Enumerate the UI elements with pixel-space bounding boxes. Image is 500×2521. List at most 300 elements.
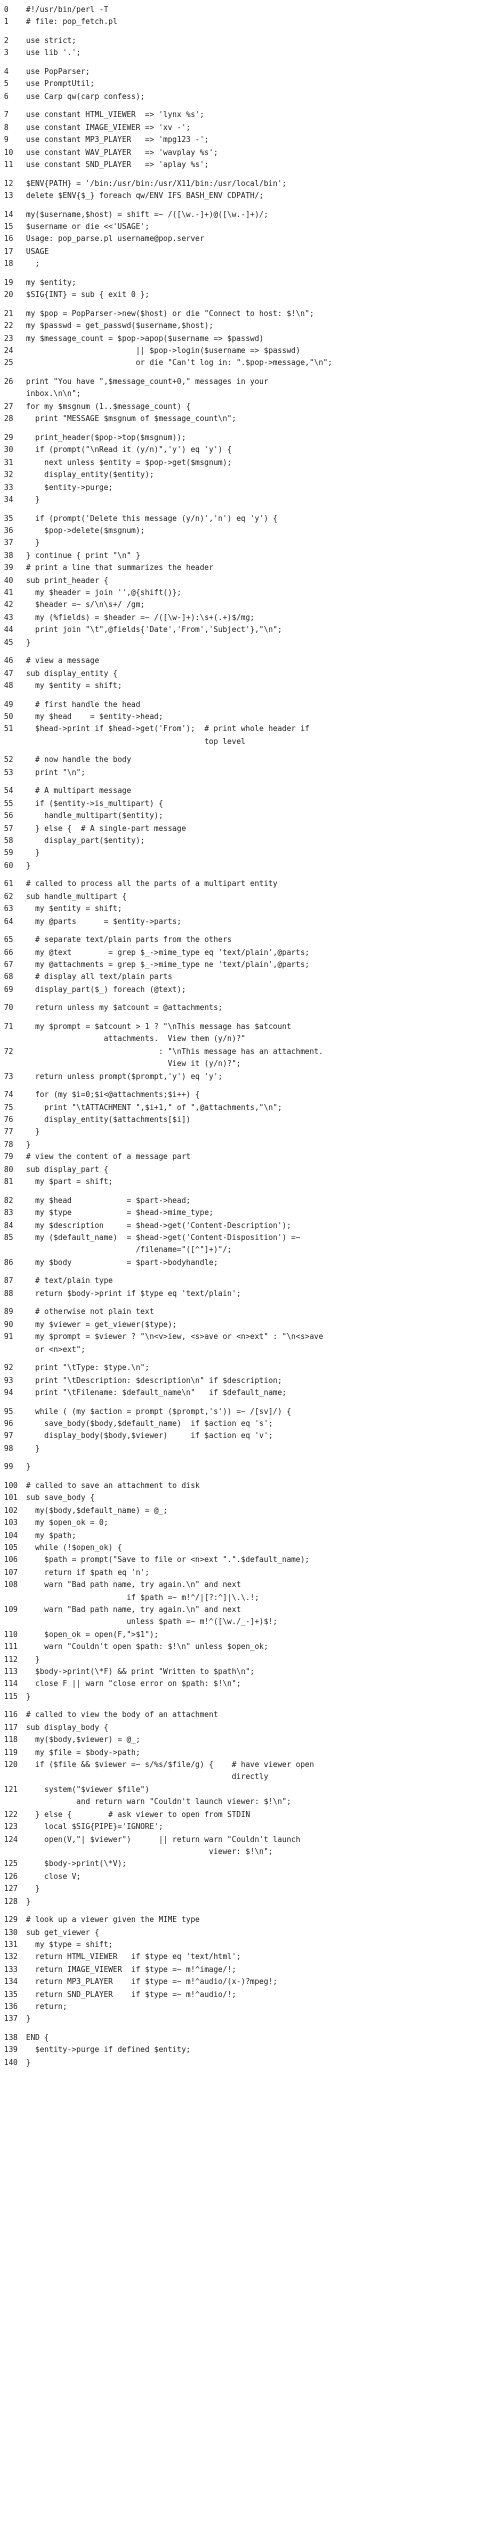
line-number: 62 <box>4 891 14 901</box>
line-text: use lib '.'; <box>26 48 81 58</box>
code-line <box>4 699 496 711</box>
code-line <box>4 1759 496 1784</box>
code-line <box>4 1709 496 1721</box>
line-text: my $file = $body->path; <box>26 1747 141 1757</box>
code-line <box>4 1530 496 1542</box>
code-line <box>4 1554 496 1566</box>
line-number: 56 <box>4 811 14 821</box>
line-text: my $prompt = $viewer ? "\n<v>iew, <s>ave or <n>ext" : "\n<s>ave or <n>ext"; <box>35 1332 324 1354</box>
code-line <box>4 525 496 537</box>
line-number: 72 <box>4 1046 14 1056</box>
code-line <box>4 1542 496 1554</box>
code-line <box>4 1666 496 1678</box>
code-line <box>4 1319 496 1331</box>
line-number: 133 <box>4 1964 18 1974</box>
line-number: 110 <box>4 1629 18 1639</box>
line-number: 58 <box>4 836 14 845</box>
line-text: Usage: pop_parse.pl username@pop.server <box>26 234 205 244</box>
code-line <box>4 959 496 971</box>
line-text: display_body($body,$viewer) if $action eq 'v'; <box>26 1431 273 1441</box>
line-text: } <box>26 1884 40 1894</box>
line-number: 127 <box>4 1884 18 1894</box>
code-line <box>4 2044 496 2056</box>
line-text: print "You have ",$message_count+0," messages in your inbox.\n\n"; <box>26 377 269 399</box>
line-number: 123 <box>4 1822 18 1832</box>
code-line <box>4 1164 496 1176</box>
line-text: my $entity = shift; <box>26 680 123 690</box>
code-line <box>4 655 496 667</box>
line-text: my $passwd = get_passwd($username,$host); <box>26 321 214 331</box>
code-listing <box>4 4 496 2069</box>
code-line <box>4 947 496 959</box>
line-number: 118 <box>4 1735 18 1745</box>
line-number: 30 <box>4 445 14 455</box>
line-text: return MP3_PLAYER if $type =~ m!^audio/(x-)?mpeg!; <box>26 1977 278 1987</box>
line-text: warn "Bad path name, try again.\n" and next if $path =~ m!^/|[?:^]|\.\.!; <box>44 1580 260 1602</box>
line-number: 134 <box>4 1977 18 1987</box>
line-number: 125 <box>4 1859 18 1869</box>
line-number: 22 <box>4 321 14 331</box>
line-number: 112 <box>4 1654 18 1664</box>
line-text: my($body,$default_name) = @_; <box>26 1505 168 1515</box>
line-text: # look up a viewer given the MIME type <box>26 1915 200 1925</box>
line-number: 6 <box>4 91 9 101</box>
line-text: return unless my $atcount = @attachments; <box>26 1003 223 1013</box>
line-number: 33 <box>4 482 14 492</box>
line-number: 60 <box>4 860 14 870</box>
line-number: 84 <box>4 1220 14 1230</box>
code-line <box>4 1306 496 1318</box>
line-number: 0 <box>4 5 9 14</box>
line-number: 132 <box>4 1952 18 1962</box>
line-text: } <box>26 538 40 548</box>
line-number: 101 <box>4 1493 18 1503</box>
code-line <box>4 1492 496 1504</box>
line-number: 102 <box>4 1505 18 1515</box>
line-text: $header =~ s/\n\s+/ /gm; <box>26 600 145 610</box>
line-number: 2 <box>4 36 9 45</box>
code-line <box>4 711 496 723</box>
code-line <box>4 277 496 289</box>
line-text: #!/usr/bin/perl -T <box>26 5 109 14</box>
line-text: $entity->purge; <box>26 482 113 492</box>
line-text: sub get_viewer { <box>26 1927 100 1937</box>
code-line <box>4 78 496 90</box>
line-text: sub display_body { <box>26 1722 109 1732</box>
line-number: 59 <box>4 848 14 858</box>
line-text: my @attachments = grep $_->mime_type ne 'text/plain',@parts; <box>26 960 310 970</box>
code-line <box>4 1387 496 1399</box>
line-number: 1 <box>4 17 9 27</box>
line-number: 121 <box>4 1784 18 1794</box>
line-number: 9 <box>4 135 9 145</box>
line-number: 109 <box>4 1605 18 1614</box>
code-line <box>4 401 496 413</box>
line-number: 83 <box>4 1208 14 1218</box>
code-line <box>4 1151 496 1163</box>
line-text: if (prompt('Delete this message (y/n)','n') eq 'y') { <box>26 513 278 523</box>
code-line <box>4 1089 496 1101</box>
code-line <box>4 2013 496 2025</box>
line-number: 16 <box>4 234 14 244</box>
line-number: 52 <box>4 755 14 765</box>
line-number: 38 <box>4 550 14 560</box>
line-text: use constant IMAGE_VIEWER => 'xv -'; <box>26 122 191 132</box>
line-text: return SND_PLAYER if $type =~ m!^audio/!; <box>26 1989 237 1999</box>
line-number: 48 <box>4 680 14 690</box>
code-line <box>4 1883 496 1895</box>
code-line <box>4 513 496 525</box>
line-text: } <box>26 637 31 647</box>
code-line <box>4 1375 496 1387</box>
line-number: 68 <box>4 972 14 982</box>
code-line <box>4 1139 496 1151</box>
code-line <box>4 1430 496 1442</box>
line-number: 74 <box>4 1090 14 1100</box>
line-number: 111 <box>4 1642 18 1652</box>
line-text: my($body,$viewer) = @_; <box>26 1735 141 1745</box>
code-line <box>4 624 496 636</box>
line-number: 21 <box>4 308 14 318</box>
line-number: 42 <box>4 600 14 610</box>
code-line <box>4 637 496 649</box>
line-text: my $description = $head->get('Content-Description'); <box>26 1220 292 1230</box>
line-text: close F || warn "close error on $path: $!\n"; <box>26 1679 241 1689</box>
code-line <box>4 147 496 159</box>
line-text: save_body($body,$default_name) if $action eq 's'; <box>26 1418 273 1428</box>
line-text: my $prompt = $atcount > 1 ? "\nThis message has $atcount attachments. View them (y/n)?" <box>35 1022 292 1044</box>
line-text: warn "Couldn't open $path: $!\n" unless $open_ok; <box>26 1642 269 1652</box>
line-text: while (!$open_ok) { <box>26 1542 123 1552</box>
code-line <box>4 1964 496 1976</box>
code-line <box>4 333 496 345</box>
code-line <box>4 1232 496 1257</box>
line-text: use Carp qw(carp confess); <box>26 91 145 101</box>
line-number: 129 <box>4 1915 18 1925</box>
line-number: 117 <box>4 1722 18 1732</box>
line-text: $entity->purge if defined $entity; <box>26 2045 191 2055</box>
line-number: 53 <box>4 767 14 777</box>
line-number: 103 <box>4 1518 18 1528</box>
line-number: 28 <box>4 414 14 424</box>
line-number: 71 <box>4 1022 14 1032</box>
code-line <box>4 91 496 103</box>
code-line <box>4 1747 496 1759</box>
code-line <box>4 1821 496 1833</box>
code-line <box>4 1275 496 1287</box>
line-text: my $type = $head->mime_type; <box>26 1208 214 1218</box>
code-line <box>4 258 496 270</box>
code-line <box>4 575 496 587</box>
code-line <box>4 469 496 481</box>
line-text: my $path; <box>26 1530 77 1540</box>
line-text: # separate text/plain parts from the others <box>26 935 232 945</box>
line-text: } <box>26 1462 31 1472</box>
code-line <box>4 357 496 369</box>
line-text: my $type = shift; <box>26 1939 113 1949</box>
line-number: 29 <box>4 432 14 442</box>
line-number: 37 <box>4 538 14 548</box>
line-number: 26 <box>4 377 14 387</box>
line-number: 13 <box>4 191 14 201</box>
line-text: return; <box>26 2001 68 2011</box>
line-text: for my $msgnum (1..$message_count) { <box>26 401 191 411</box>
line-number: 104 <box>4 1530 18 1540</box>
code-line <box>4 4 496 16</box>
code-line <box>4 345 496 357</box>
line-number: 34 <box>4 494 14 504</box>
code-line <box>4 903 496 915</box>
code-line <box>4 1257 496 1269</box>
line-number: 135 <box>4 1989 18 1999</box>
line-text: # now handle the body <box>26 755 132 765</box>
line-number: 73 <box>4 1071 14 1081</box>
line-text: # called to process all the parts of a multipart entity <box>26 879 278 889</box>
line-number: 122 <box>4 1809 18 1819</box>
code-line <box>4 891 496 903</box>
line-text: print "\tDescription: $description\n" if $description; <box>26 1375 283 1385</box>
line-number: 98 <box>4 1443 14 1453</box>
line-number: 7 <box>4 110 9 120</box>
line-number: 39 <box>4 563 14 573</box>
line-text: } <box>26 860 31 870</box>
line-text: if ($file && $viewer =~ s/%s/$file/g) { # have viewer open directly <box>35 1760 315 1782</box>
code-line <box>4 233 496 245</box>
code-line <box>4 1629 496 1641</box>
line-text: my $pop = PopParser->new($host) or die "Connect to host: $!\n"; <box>26 308 315 318</box>
line-text: ; <box>26 259 40 269</box>
line-number: 131 <box>4 1939 18 1949</box>
code-line <box>4 1517 496 1529</box>
line-text: $open_ok = open(F,">$1"); <box>26 1629 159 1639</box>
code-line <box>4 320 496 332</box>
code-line <box>4 1858 496 1870</box>
line-number: 81 <box>4 1177 14 1187</box>
line-text: use constant HTML_VIEWER => 'lynx %s'; <box>26 110 205 120</box>
line-text: $ENV{PATH} = '/bin:/usr/bin:/usr/X11/bin:/usr/local/bin'; <box>26 178 287 188</box>
code-line <box>4 835 496 847</box>
line-text: } <box>26 1139 31 1149</box>
line-number: 11 <box>4 160 14 170</box>
line-text: $SIG{INT} = sub { exit 0 }; <box>26 290 150 300</box>
line-number: 75 <box>4 1102 14 1112</box>
line-number: 126 <box>4 1871 18 1881</box>
line-number: 27 <box>4 401 14 411</box>
line-number: 36 <box>4 525 14 535</box>
code-line <box>4 1896 496 1908</box>
line-number: 44 <box>4 625 14 635</box>
line-text: my $entity = shift; <box>26 904 123 914</box>
line-number: 137 <box>4 2014 18 2024</box>
line-text: while ( (my $action = prompt ($prompt,'s')) =~ /[sv]/) { <box>26 1406 292 1416</box>
line-text: sub print_header { <box>26 575 109 585</box>
code-line <box>4 1406 496 1418</box>
line-text: my $message_count = $pop->apop($username => $passwd) <box>26 333 264 343</box>
line-text: } <box>26 1443 40 1453</box>
line-text: or die "Can't log in: ".$pop->message,"\n"; <box>26 358 333 368</box>
line-text: print "\tFilename: $default_name\n" if $default_name; <box>26 1387 287 1397</box>
line-text: || $pop->login($username => $passwd) <box>26 346 301 356</box>
line-text: return unless prompt($prompt,'y') eq 'y'; <box>26 1071 223 1081</box>
code-line <box>4 878 496 890</box>
line-number: 17 <box>4 246 14 256</box>
code-line <box>4 668 496 680</box>
line-text: $path = prompt("Save to file or <n>ext ".".$default_name); <box>26 1555 310 1565</box>
line-text: } else { # ask viewer to open from STDIN <box>26 1809 251 1819</box>
line-text: handle_multipart($entity); <box>26 811 164 821</box>
line-number: 76 <box>4 1115 14 1125</box>
line-text: my ($default_name) = $head->get('Content-Disposition') =~ /filename="([^"]+)"/; <box>35 1232 301 1255</box>
line-text: use PopParser; <box>26 67 91 76</box>
code-line <box>4 1288 496 1300</box>
line-text: display_part($_) foreach (@text); <box>26 984 187 994</box>
line-number: 24 <box>4 346 14 356</box>
code-line <box>4 1114 496 1126</box>
line-text: print "\tType: $type.\n"; <box>26 1363 150 1373</box>
line-number: 115 <box>4 1691 18 1701</box>
code-line <box>4 482 496 494</box>
line-number: 45 <box>4 637 14 647</box>
code-line <box>4 1784 496 1809</box>
line-text: return if $path eq 'n'; <box>26 1567 150 1577</box>
code-line <box>4 1989 496 2001</box>
code-line <box>4 767 496 779</box>
line-number: 41 <box>4 587 14 597</box>
code-line <box>4 1722 496 1734</box>
line-number: 63 <box>4 904 14 914</box>
line-text: warn "Bad path name, try again.\n" and next unless $path =~ m!^([\w./_-]+)$!; <box>44 1605 278 1627</box>
line-text: use constant MP3_PLAYER => 'mpg123 -'; <box>26 135 209 145</box>
line-number: 55 <box>4 798 14 808</box>
code-line <box>4 1691 496 1703</box>
code-line <box>4 122 496 134</box>
code-line <box>4 1976 496 1988</box>
code-line <box>4 680 496 692</box>
line-text: print "\n"; <box>26 767 86 777</box>
code-line <box>4 1331 496 1356</box>
line-text: my $part = shift; <box>26 1177 113 1187</box>
line-text: next unless $entity = $pop->get($msgnum); <box>26 457 232 467</box>
line-text: # display all text/plain parts <box>26 972 173 982</box>
code-line <box>4 1002 496 1014</box>
line-text: my @parts = $entity->parts; <box>26 916 182 926</box>
code-line <box>4 562 496 574</box>
line-number: 5 <box>4 79 9 89</box>
line-text: my $head = $entity->head; <box>26 711 164 721</box>
line-text: return IMAGE_VIEWER if $type =~ m!^image/!; <box>26 1964 237 1974</box>
line-number: 97 <box>4 1431 14 1441</box>
line-number: 31 <box>4 457 14 467</box>
line-number: 51 <box>4 724 14 734</box>
line-number: 100 <box>4 1480 18 1490</box>
line-text: $username or die <<'USAGE'; <box>26 222 150 232</box>
line-text: } <box>26 1127 40 1137</box>
line-text: sub save_body { <box>26 1493 95 1503</box>
code-line <box>4 444 496 456</box>
code-line <box>4 723 496 748</box>
line-text: my (%fields) = $header =~ /([\w-]+):\s+(.+)$/mg; <box>26 612 255 622</box>
code-line <box>4 612 496 624</box>
line-text: sub display_entity { <box>26 668 118 678</box>
line-number: 79 <box>4 1152 14 1162</box>
line-number: 91 <box>4 1332 14 1342</box>
code-line <box>4 1071 496 1083</box>
line-number: 116 <box>4 1710 18 1720</box>
code-line <box>4 1654 496 1666</box>
line-number: 87 <box>4 1276 14 1286</box>
line-text: } continue { print "\n" } <box>26 550 141 560</box>
code-line <box>4 1809 496 1821</box>
line-number: 88 <box>4 1288 14 1298</box>
code-line <box>4 2032 496 2044</box>
code-line <box>4 1939 496 1951</box>
line-text: if ($entity->is_multipart) { <box>26 798 164 808</box>
line-number: 64 <box>4 916 14 926</box>
code-line <box>4 1362 496 1374</box>
code-line <box>4 810 496 822</box>
line-text: # file: pop_fetch.pl <box>26 17 118 27</box>
line-number: 50 <box>4 711 14 721</box>
code-line <box>4 847 496 859</box>
line-number: 93 <box>4 1375 14 1385</box>
line-text: # first handle the head <box>26 699 141 709</box>
line-number: 99 <box>4 1462 14 1472</box>
line-number: 57 <box>4 823 14 833</box>
line-text: } <box>26 2014 31 2024</box>
line-number: 47 <box>4 668 14 678</box>
line-text: open(V,"| $viewer") || return warn "Couldn't launch viewer: $!\n"; <box>44 1834 301 1856</box>
line-number: 67 <box>4 960 14 970</box>
line-text: use constant WAV_PLAYER => 'wavplay %s'; <box>26 147 219 157</box>
line-text: } else { # A single-part message <box>26 823 187 833</box>
code-line <box>4 457 496 469</box>
line-number: 105 <box>4 1542 18 1552</box>
code-line <box>4 289 496 301</box>
line-number: 92 <box>4 1363 14 1373</box>
line-number: 94 <box>4 1387 14 1397</box>
line-number: 96 <box>4 1418 14 1428</box>
code-line <box>4 754 496 766</box>
line-number: 70 <box>4 1003 14 1013</box>
code-line <box>4 1604 496 1629</box>
code-line <box>4 1914 496 1926</box>
line-number: 40 <box>4 575 14 585</box>
line-number: 138 <box>4 2032 18 2042</box>
line-number: 14 <box>4 209 14 219</box>
line-number: 95 <box>4 1406 14 1416</box>
code-line <box>4 1505 496 1517</box>
code-line <box>4 1734 496 1746</box>
line-text: # text/plain type <box>26 1276 113 1286</box>
line-text: # called to save an attachment to disk <box>26 1480 200 1490</box>
line-text: sub display_part { <box>26 1164 109 1174</box>
line-number: 136 <box>4 2001 18 2011</box>
line-text: print "MESSAGE $msgnum of $message_count\n"; <box>26 414 237 424</box>
line-number: 8 <box>4 122 9 132</box>
line-text: my $head = $part->head; <box>26 1195 191 1205</box>
line-text: $body->print(\*V); <box>26 1859 127 1869</box>
code-line <box>4 432 496 444</box>
line-text: my @text = grep $_->mime_type eq 'text/plain',@parts; <box>26 947 310 957</box>
line-number: 108 <box>4 1580 18 1590</box>
code-line <box>4 1021 496 1046</box>
line-number: 12 <box>4 178 14 188</box>
code-line <box>4 109 496 121</box>
line-number: 4 <box>4 67 9 76</box>
code-line <box>4 1871 496 1883</box>
line-number: 90 <box>4 1319 14 1329</box>
line-number: 66 <box>4 947 14 957</box>
